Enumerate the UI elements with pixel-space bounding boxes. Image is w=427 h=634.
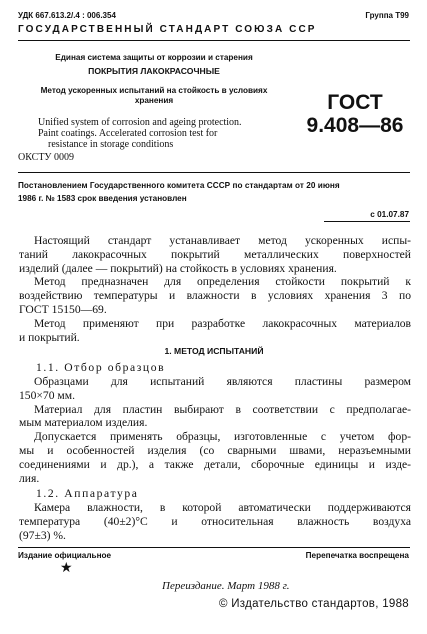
paragraph-line: мы и особенностей изделия (со сварными швами, неразъемными (19, 443, 411, 457)
subsection-1-1-text (19, 375, 411, 485)
intro-line: ГОСТ 15150—69. (19, 302, 107, 316)
intro-text (19, 234, 411, 344)
intro-line: Метод применяют при разработке лакокрасочных материалов (34, 316, 411, 330)
udk-code: УДК 667.613.2/.4 : 006.354 (18, 11, 116, 20)
intro-line: Метод предназначен для определения стойкости покрытий к (34, 275, 411, 289)
paragraph-line: Допускается применять образцы, изготовленные с учетом фор- (34, 430, 411, 444)
group-code: Группа Т99 (365, 11, 409, 20)
subsection-1-2-text (19, 501, 411, 542)
star-icon: ★ (60, 561, 73, 576)
footer-rule (18, 547, 410, 548)
english-title-line3: resistance in storage conditions (48, 139, 174, 150)
official-edition: Издание официальное (18, 551, 112, 560)
intro-line: Настоящий стандарт устанавливает метод ускоренных испы- (34, 234, 411, 247)
effective-date-underline (324, 221, 410, 222)
system-title: Единая система защиты от коррозии и старения (55, 53, 253, 62)
paragraph-line: 150×70 мм. (19, 388, 75, 402)
subsection-title-1-1: 1.1. Отбор образцов (36, 361, 166, 374)
subsection-title-1-2: 1.2. Аппаратура (36, 487, 139, 500)
decree-line2: 1986 г. № 1583 срок введения установлен (18, 194, 187, 203)
product-title: ПОКРЫТИЯ ЛАКОКРАСОЧНЫЕ (88, 66, 220, 76)
method-title-line2: хранения (134, 96, 174, 105)
paragraph-line: Образцами для испытаний являются пластины размером (34, 375, 411, 388)
english-title-line2: Paint coatings. Accelerated corrosion test for (38, 128, 218, 139)
intro-line: изделий (далее — покрытий) на стойкость в условиях хранения. (19, 261, 337, 275)
header-rule (18, 40, 410, 41)
method-title-line1: Метод ускоренных испытаний на стойкость в условиях (40, 86, 268, 95)
paragraph-line: температура (40±2)°С и относительная влажность воздуха (19, 514, 411, 528)
paragraph-line: соединениями и др.), а также детали, сборочные единицы и изде- (19, 457, 411, 471)
intro-line: и покрытий. (19, 330, 80, 344)
okstu-code: ОКСТУ 0009 (18, 152, 75, 163)
standard-banner: ГОСУДАРСТВЕННЫЙ СТАНДАРТ СОЮЗА ССР (18, 24, 317, 35)
section-heading: 1. МЕТОД ИСПЫТАНИЙ (164, 346, 264, 356)
effective-date: с 01.07.87 (370, 210, 409, 219)
gost-label: ГОСТ (327, 91, 383, 114)
paragraph-line: лия. (19, 471, 40, 485)
copyright-line: © Издательство стандартов, 1988 (218, 598, 409, 610)
intro-line: воздействию температуры и влажности в условиях хранения 3 по (19, 289, 411, 303)
reprint-forbidden: Перепечатка воспрещена (305, 551, 409, 560)
gost-number: 9.408—86 (306, 114, 404, 137)
reissue-note: Переиздание. Март 1988 г. (162, 580, 290, 592)
paragraph-line: (97±3) %. (19, 528, 66, 542)
decree-line1: Постановлением Государственного комитета СССР по стандартам от 20 июня (18, 181, 340, 190)
title-rule (18, 172, 410, 173)
paragraph-line: мым материалом изделия. (19, 416, 148, 430)
paragraph-line: Камера влажности, в которой автоматически поддерживаются (34, 501, 411, 514)
intro-line: таний лакокрасочных покрытий металлических поверхностей (19, 247, 411, 261)
english-title-line1: Unified system of corrosion and ageing protection. (38, 117, 242, 128)
paragraph-line: Материал для пластин выбирают в соответствии с предполагае- (34, 402, 411, 416)
